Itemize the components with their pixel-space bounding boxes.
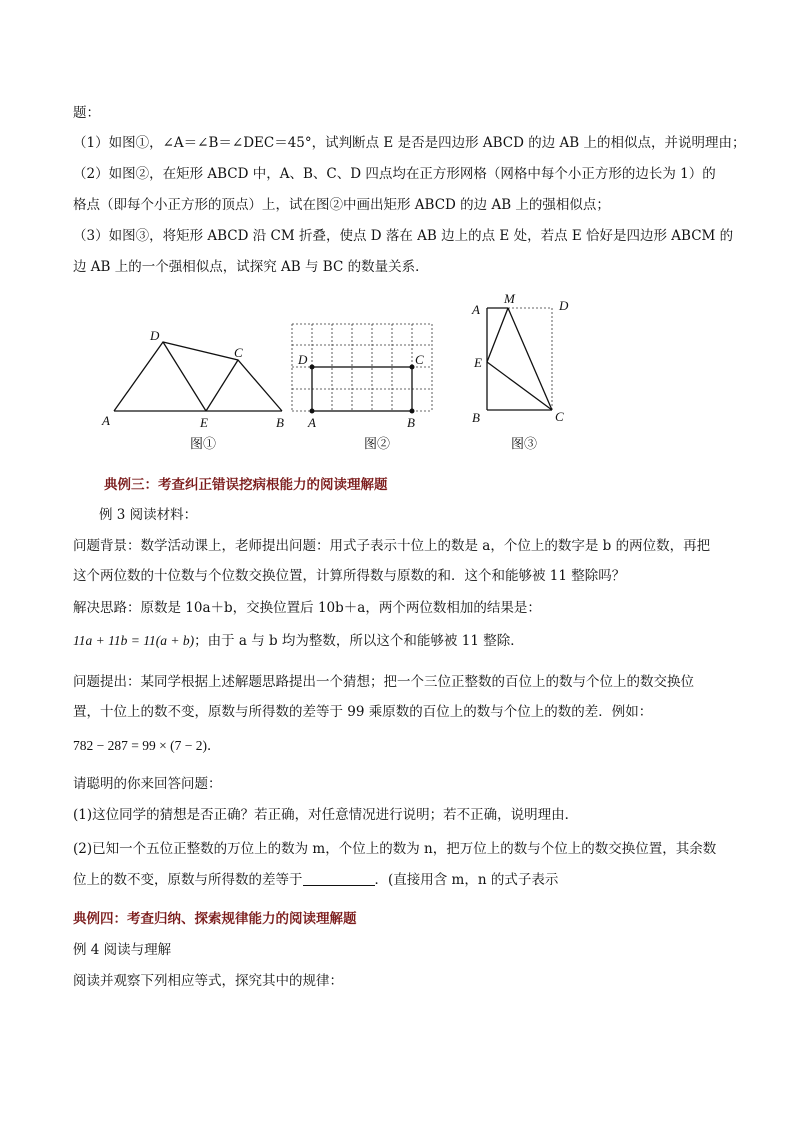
fig3-label-b: B [472,410,480,425]
figure-1 [114,342,282,411]
fig1-label-d: D [150,328,160,343]
fig3-label-d: D [559,298,569,313]
example3-intro: 例 3 阅读材料： [99,507,198,523]
figure-3 [487,308,552,410]
question-2-line-1: （2）如图②，在矩形 ABCD 中，A、B、C、D 四点均在正方形网格（网格中每个小正方形的边长为 1）的 [73,166,716,182]
question-2-line-2: 格点（即每个小正方形的顶点）上，试在图②中画出矩形 ABCD 的边 AB 上的强相似点； [73,197,610,213]
fig2-label-b: B [407,415,415,430]
part-2-line-2 [73,871,558,889]
answer-blank[interactable] [303,871,375,886]
example3-heading: 典例三：考查纠正错误挖病根能力的阅读理解题 [104,477,388,493]
part-1: (1)这位同学的猜想是否正确？若正确，对任意情况进行说明；若不正确，说明理由． [73,807,579,823]
ask-line: 请聪明的你来回答问题： [73,776,222,792]
idea-line-1: 解决思路：原数是 10a＋b，交换位置后 10b＋a，两个两位数相加的结果是： [73,600,541,616]
example-formula-line [73,737,220,755]
question-1: （1）如图①，∠A＝∠B＝∠DEC＝45°，试判断点 E 是否是四边形 ABCD 的边 AB 上的相似点，并说明理由； [73,135,746,151]
fig3-caption: 图③ [511,436,538,451]
example4-intro: 例 4 阅读与理解 [73,942,172,958]
example4-heading: 典例四：考查归纳、探索规律能力的阅读理解题 [73,911,357,927]
fig1-label-a: A [102,413,110,428]
idea-conclusion: ；由于 a 与 b 均为整数，所以这个和能够被 11 整除． [194,633,524,649]
question-3-line-2: 边 AB 上的一个强相似点，试探究 AB 与 BC 的数量关系． [73,259,429,275]
proposal-line-2: 置，十位上的数不变，原数与所得数的差等于 99 乘原数的百位上的数与个位上的数的差．例如： [73,704,653,720]
idea-formula: 11a + 11b = 11(a + b) [73,633,195,648]
idea-line-2 [73,632,524,650]
question-3-line-1: （3）如图③，将矩形 ABCD 沿 CM 折叠，使点 D 落在 AB 边上的点 E 处，若点 E 恰好是四边形 ABCM 的 [73,228,734,244]
background-line-2: 这个两位数的十位数与个位数交换位置，计算所得数与原数的和．这个和能够被 11 整除吗？ [73,568,626,584]
fig1-caption: 图① [190,436,217,451]
fig2-label-d: D [298,352,308,367]
example4-read: 阅读并观察下列相应等式，探究其中的规律： [73,973,343,989]
part-2-suffix: ．(直接用含 m，n 的式子表示 [374,872,559,888]
part-2-prefix: 位上的数不变，原数与所得数的差等于 [73,872,303,888]
fig1-label-b: B [276,415,284,430]
fig2-caption: 图② [364,436,391,451]
fig1-label-c: C [234,345,243,360]
background-line-1: 问题背景：数学活动课上，老师提出问题：用式子表示十位上的数是 a，个位上的数字是 b 的两位数，再把 [73,538,711,554]
example-formula-end: ． [206,738,221,754]
fig3-label-a: A [472,302,480,317]
fig2-label-c: C [415,352,424,367]
fig3-label-c: C [555,409,564,424]
fig2-label-a: A [308,415,316,430]
fig3-label-e: E [474,355,482,370]
proposal-line-1: 问题提出：某同学根据上述解题思路提出一个猜想；把一个三位正整数的百位上的数与个位上的数交换位 [73,674,694,690]
figures [0,290,794,460]
example-formula: 782 − 287 = 99 × (7 − 2) [73,738,207,753]
part-2-line-1: (2)已知一个五位正整数的万位上的数为 m，个位上的数为 n，把万位上的数与个位上的数交换位置，其余数 [73,841,717,857]
fig1-label-e: E [200,415,208,430]
fragment-label: 题： [73,105,100,121]
fig3-label-m: M [504,291,515,306]
